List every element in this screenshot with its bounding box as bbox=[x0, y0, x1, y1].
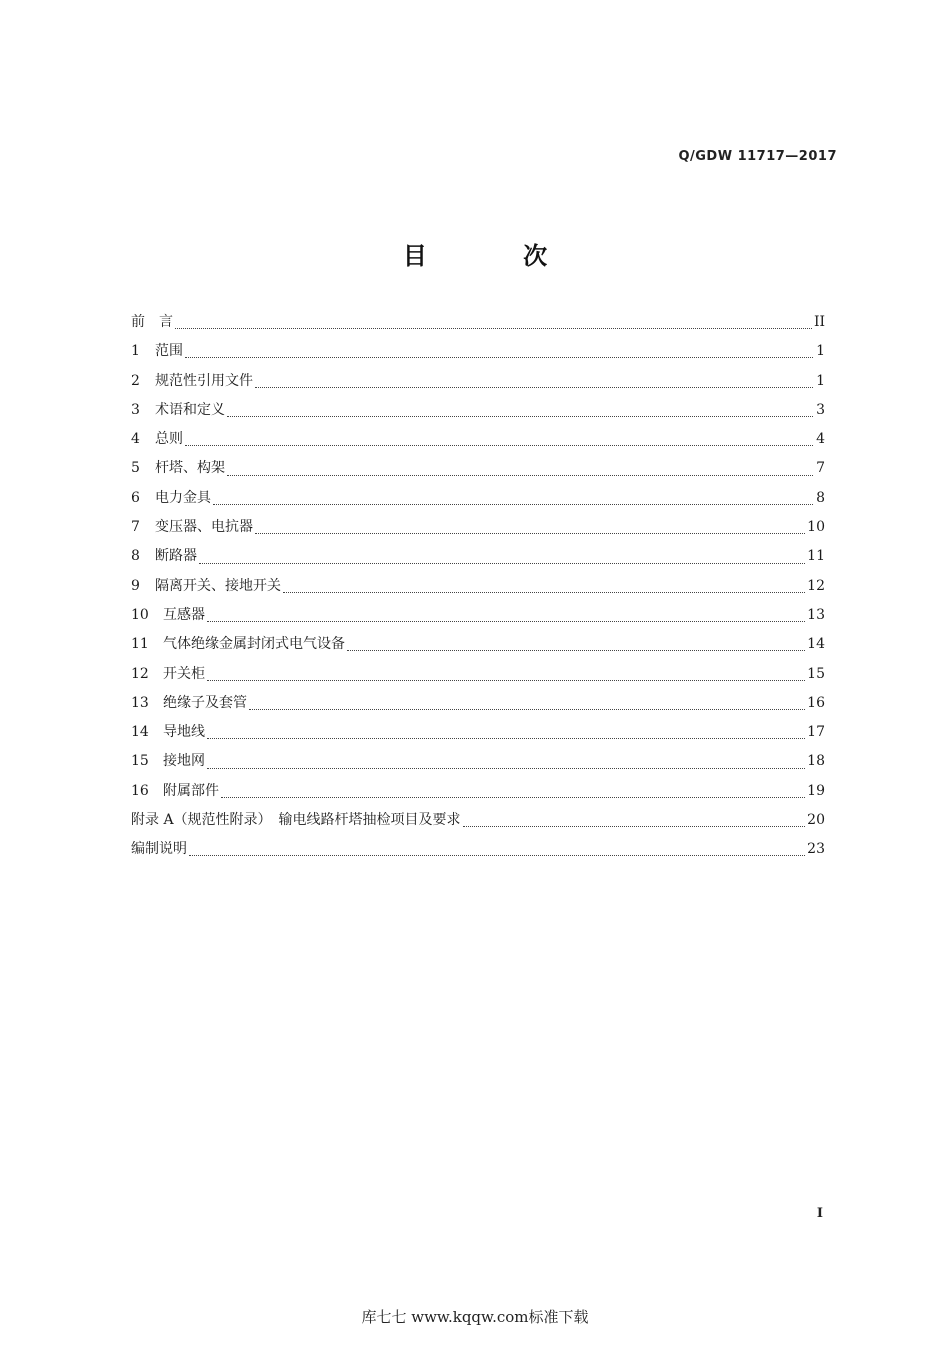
toc-entry-label: 气体绝缘金属封闭式电气设备 bbox=[163, 636, 345, 653]
toc-leader-dots bbox=[213, 504, 813, 505]
toc-entry-number: 2 bbox=[131, 372, 140, 389]
toc-entry[interactable] bbox=[131, 454, 825, 483]
toc-entry-label: 编制说明 bbox=[131, 841, 187, 858]
toc-entry-page: 17 bbox=[807, 724, 825, 741]
toc-entry-label: 电力金具 bbox=[155, 489, 211, 506]
toc-entry-page: 10 bbox=[807, 519, 825, 536]
toc-entry-page: 15 bbox=[807, 665, 825, 682]
toc-entry-page: 12 bbox=[807, 577, 825, 594]
toc-entry-page: II bbox=[813, 314, 825, 330]
toc-entry[interactable] bbox=[131, 835, 825, 864]
toc-leader-dots bbox=[199, 563, 805, 564]
toc-entry-page: 14 bbox=[807, 636, 825, 653]
toc-entry[interactable] bbox=[131, 542, 825, 571]
toc-leader-dots bbox=[207, 768, 805, 769]
toc-leader-dots bbox=[207, 680, 805, 681]
toc-entry[interactable] bbox=[131, 367, 825, 396]
toc-entry-number: 5 bbox=[131, 460, 140, 477]
toc-entry-label: 导地线 bbox=[163, 724, 205, 741]
toc-leader-dots bbox=[255, 387, 813, 388]
toc-entry-label: 范围 bbox=[155, 343, 183, 360]
toc-leader-dots bbox=[463, 826, 806, 827]
toc-entry-number: 8 bbox=[131, 548, 140, 565]
toc-entry[interactable] bbox=[131, 806, 825, 835]
toc-leader-dots bbox=[185, 445, 813, 446]
toc-leader-dots bbox=[207, 621, 805, 622]
toc-entry-number: 9 bbox=[131, 577, 140, 594]
toc-entry-page: 3 bbox=[816, 401, 825, 418]
toc-entry[interactable] bbox=[131, 660, 825, 689]
toc-entry-label: 总则 bbox=[155, 431, 183, 448]
toc-entry-number: 4 bbox=[131, 431, 140, 448]
toc-entry-number: 12 bbox=[131, 665, 149, 682]
toc-entry-page: 1 bbox=[816, 343, 825, 360]
toc-entry-number: 14 bbox=[131, 724, 149, 741]
toc-entry-label: 规范性引用文件 bbox=[155, 372, 253, 389]
toc-leader-dots bbox=[189, 855, 805, 856]
toc-entry-label: 开关柜 bbox=[163, 665, 205, 682]
toc-entry-page: 13 bbox=[807, 606, 825, 623]
toc-entry-label: 变压器、电抗器 bbox=[155, 519, 253, 536]
toc-entry[interactable] bbox=[131, 484, 825, 513]
toc-leader-dots bbox=[227, 416, 813, 417]
toc-leader-dots bbox=[185, 357, 813, 358]
toc-entry-page: 11 bbox=[807, 548, 825, 565]
footer-watermark: 库七七 www.kqqw.com标准下载 bbox=[361, 1308, 589, 1326]
toc-entry-number: 10 bbox=[131, 606, 149, 623]
toc-entry-number: 3 bbox=[131, 401, 140, 418]
toc-entry-label: 隔离开关、接地开关 bbox=[155, 577, 281, 594]
standard-code: Q/GDW 11717—2017 bbox=[678, 149, 837, 164]
toc-entry-label: 前 言 bbox=[131, 314, 173, 330]
toc-entry-page: 23 bbox=[807, 841, 825, 858]
toc-entry-label: 接地网 bbox=[163, 753, 205, 770]
toc-entry[interactable] bbox=[131, 396, 825, 425]
toc-entry[interactable] bbox=[131, 630, 825, 659]
toc-entry[interactable] bbox=[131, 777, 825, 806]
toc-leader-dots bbox=[255, 533, 805, 534]
toc-entry-number: 16 bbox=[131, 782, 149, 799]
page-number: I bbox=[816, 1206, 823, 1221]
toc-entry[interactable] bbox=[131, 747, 825, 776]
toc-entry[interactable] bbox=[131, 513, 825, 542]
toc-entry-label: 附属部件 bbox=[163, 782, 219, 799]
toc-entry-number: 15 bbox=[131, 753, 149, 770]
toc-entry[interactable] bbox=[131, 601, 825, 630]
toc-entry-page: 4 bbox=[816, 431, 825, 448]
toc-entry[interactable] bbox=[131, 718, 825, 747]
toc-entry-label: 绝缘子及套管 bbox=[163, 694, 247, 711]
toc-leader-dots bbox=[175, 328, 812, 329]
toc-entry-page: 8 bbox=[816, 489, 825, 506]
toc-entry-label: 互感器 bbox=[163, 606, 205, 623]
toc-entry-page: 20 bbox=[807, 812, 825, 829]
toc-entry-label: 断路器 bbox=[155, 548, 197, 565]
toc-entry-number: 1 bbox=[131, 343, 140, 360]
toc-entry-page: 7 bbox=[816, 460, 825, 477]
page-title: 目 次 bbox=[402, 242, 592, 270]
toc-entry[interactable] bbox=[131, 425, 825, 454]
toc-entry-page: 19 bbox=[807, 782, 825, 799]
toc-entry-label: 杆塔、构架 bbox=[155, 460, 225, 477]
toc-entry-label: 附录 A（规范性附录） 输电线路杆塔抽检项目及要求 bbox=[131, 812, 461, 829]
toc-entry-label: 术语和定义 bbox=[155, 401, 225, 418]
toc-leader-dots bbox=[221, 797, 805, 798]
toc-leader-dots bbox=[227, 475, 813, 476]
toc-entry-number: 13 bbox=[131, 694, 149, 711]
toc-entry[interactable] bbox=[131, 337, 825, 366]
toc-entry-number: 6 bbox=[131, 489, 140, 506]
toc-entry-number: 11 bbox=[131, 636, 149, 653]
toc-entry-page: 1 bbox=[816, 372, 825, 389]
toc-entry[interactable] bbox=[131, 689, 825, 718]
toc-entry-number: 7 bbox=[131, 519, 140, 536]
toc-entry-page: 18 bbox=[807, 753, 825, 770]
toc-entry[interactable] bbox=[131, 308, 825, 337]
toc-leader-dots bbox=[249, 709, 805, 710]
table-of-contents bbox=[131, 308, 825, 865]
toc-leader-dots bbox=[207, 738, 805, 739]
toc-entry[interactable] bbox=[131, 572, 825, 601]
toc-leader-dots bbox=[347, 650, 805, 651]
toc-leader-dots bbox=[283, 592, 805, 593]
toc-entry-page: 16 bbox=[807, 694, 825, 711]
